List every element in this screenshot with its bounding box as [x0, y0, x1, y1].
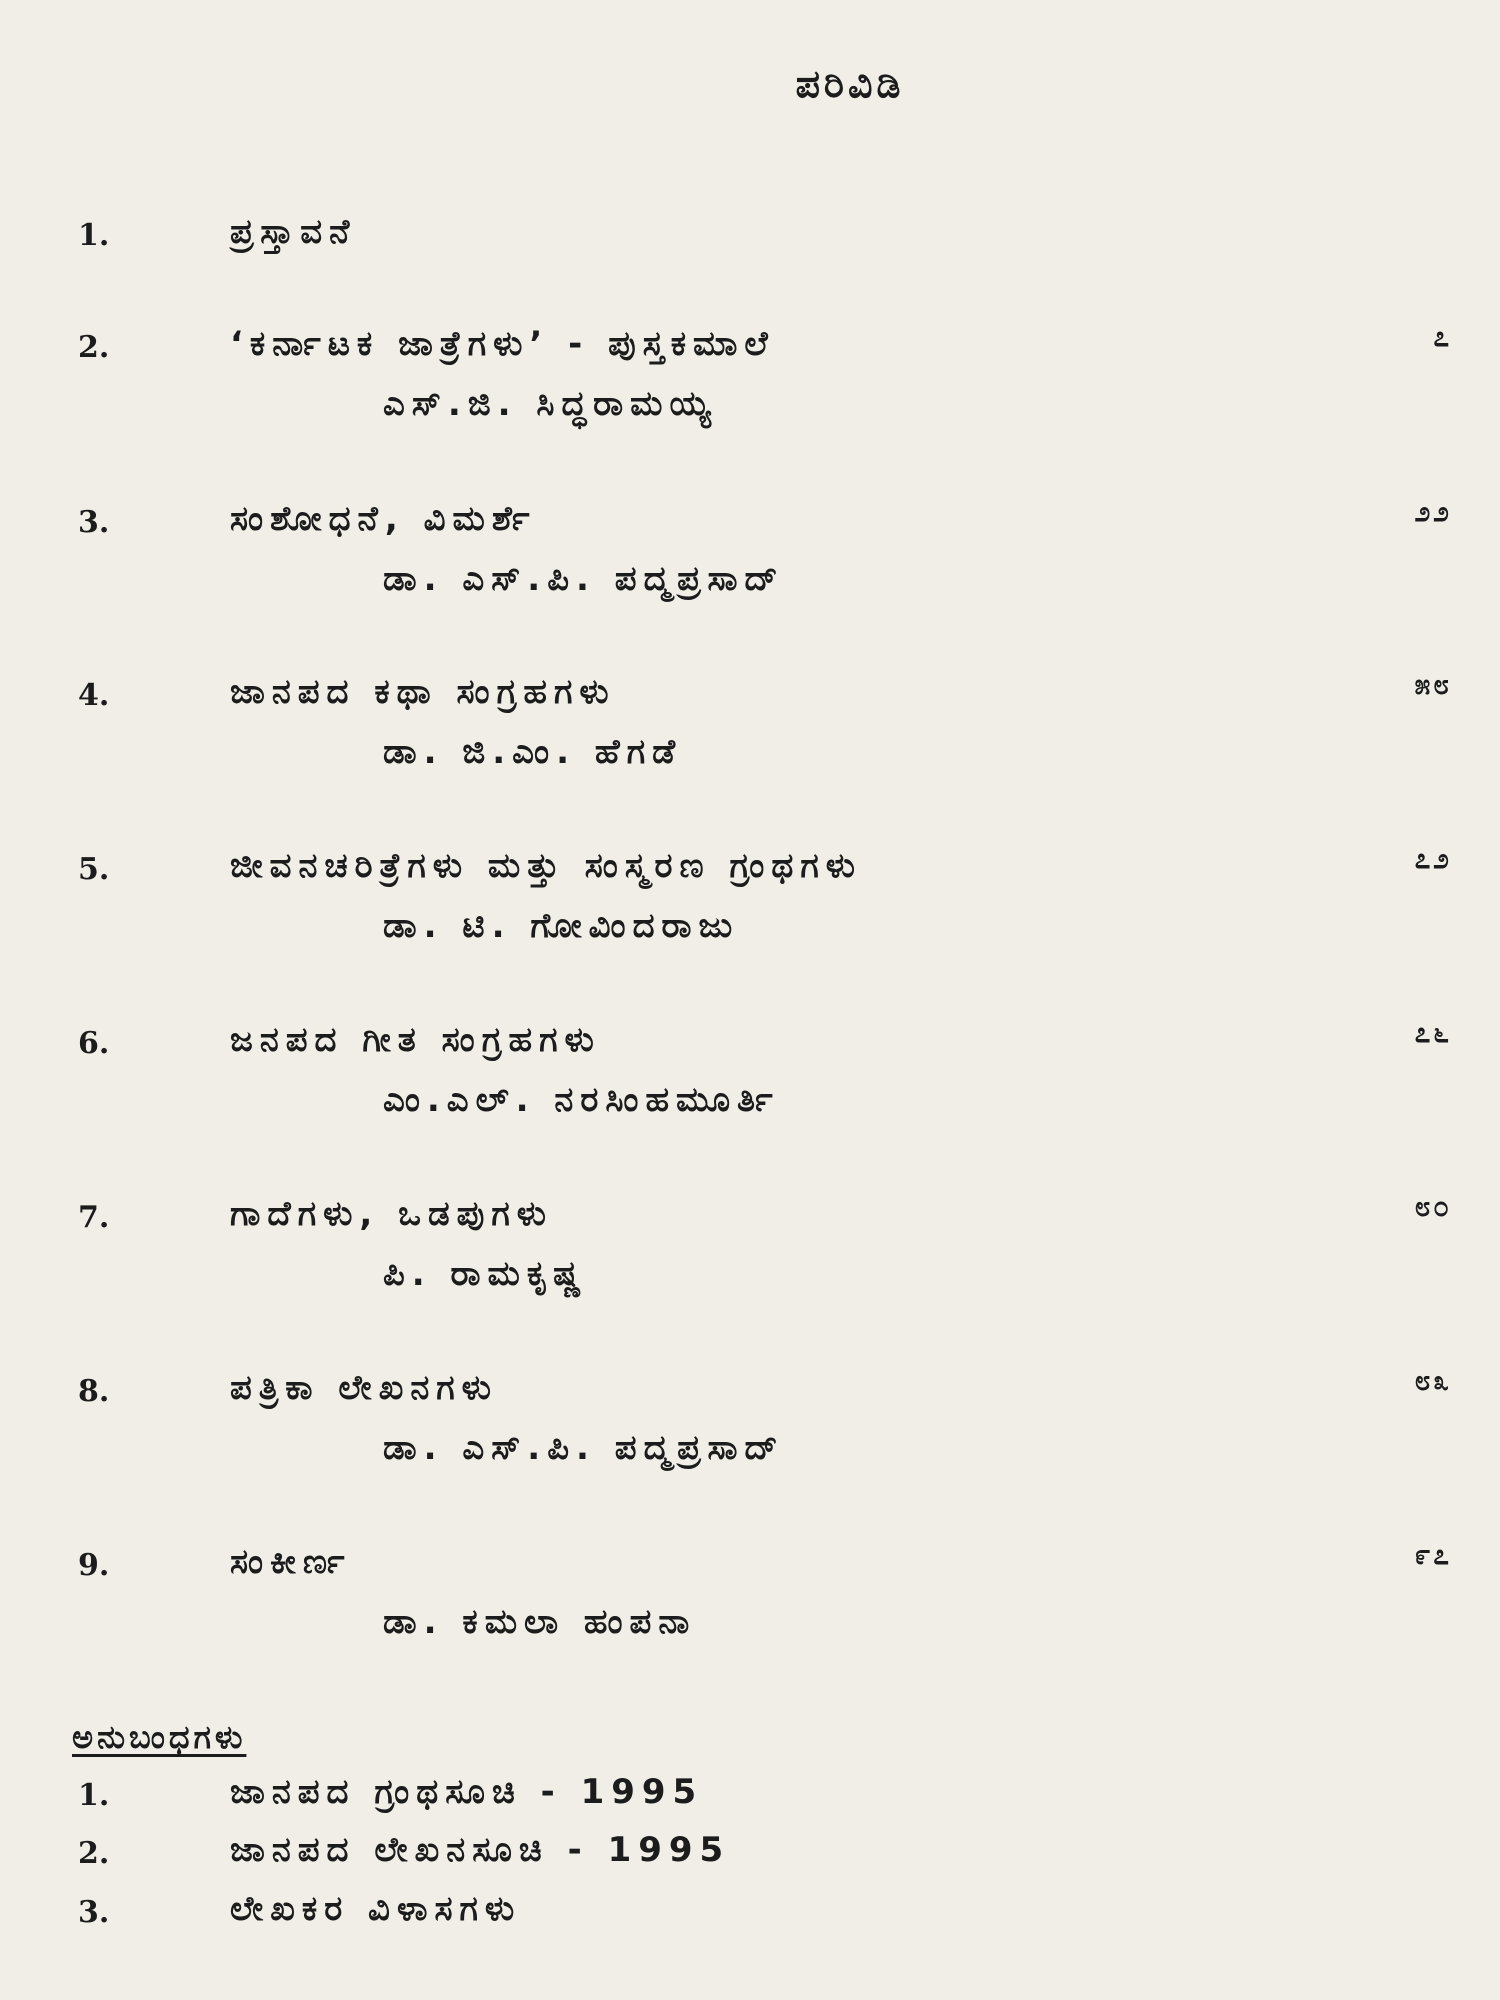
entry-title: ಸಂಶೋಧನೆ, ವಿಮರ್ಶೆ — [230, 499, 537, 539]
entry-number: 6. — [78, 1026, 110, 1061]
entry-title: ಪ್ರಸ್ತಾವನೆ — [230, 212, 357, 252]
entry-author: ಪಿ. ರಾಮಕೃಷ್ಣ — [383, 1254, 589, 1294]
entry-page-number: ೫೮ — [1414, 668, 1452, 701]
toc-entry — [0, 320, 1500, 470]
appendix-heading: ಅನುಬಂಧಗಳು — [72, 1718, 247, 1756]
entry-page-number: ೨೨ — [1414, 495, 1452, 528]
entry-number: 2. — [78, 330, 110, 365]
entry-title: ಜಾನಪದ ಕಥಾ ಸಂಗ್ರಹಗಳು — [230, 672, 616, 712]
entry-author: ಡಾ. ಟಿ. ಗೋವಿಂದರಾಜು — [383, 906, 740, 946]
appendix-item-number: 3. — [78, 1895, 110, 1930]
entry-number: 1. — [78, 218, 110, 253]
entry-title: ಗಾದೆಗಳು, ಒಡಪುಗಳು — [230, 1194, 553, 1234]
entry-author: ಡಾ. ಎಸ್.ಪಿ. ಪದ್ಮಪ್ರಸಾದ್ — [383, 559, 785, 599]
entry-title: ಜನಪದ ಗೀತ ಸಂಗ್ರಹಗಳು — [230, 1020, 601, 1060]
toc-entry — [0, 1016, 1500, 1166]
appendix-item-number: 2. — [78, 1836, 110, 1871]
toc-entry — [0, 1364, 1500, 1514]
entry-page-number: ೭ — [1433, 320, 1452, 353]
toc-entry — [0, 842, 1500, 992]
entry-author: ಎಸ್.ಜಿ. ಸಿದ್ಧರಾಮಯ್ಯ — [383, 384, 718, 424]
entry-title: ಪತ್ರಿಕಾ ಲೇಖನಗಳು — [230, 1368, 498, 1408]
entry-number: 9. — [78, 1548, 110, 1583]
entry-number: 4. — [78, 678, 110, 713]
toc-entry — [0, 495, 1500, 645]
entry-author: ಡಾ. ಜಿ.ಎಂ. ಹೆಗಡೆ — [383, 732, 683, 772]
entry-page-number: ೯೭ — [1414, 1538, 1452, 1571]
appendix-item-title: ಜಾನಪದ ಲೇಖನಸೂಚಿ - 1995 — [230, 1830, 731, 1870]
entry-number: 3. — [78, 505, 110, 540]
appendix-item-title: ಲೇಖಕರ ವಿಳಾಸಗಳು — [230, 1889, 522, 1929]
entry-title: ಸಂಕೀರ್ಣ — [230, 1542, 352, 1582]
appendix-item — [0, 1772, 1500, 1834]
entry-page-number: ೮೩ — [1414, 1364, 1452, 1397]
toc-entry — [0, 1190, 1500, 1340]
entry-page-number: ೮೦ — [1414, 1190, 1452, 1223]
toc-entry — [0, 1538, 1500, 1688]
entry-number: 7. — [78, 1200, 110, 1235]
entry-page-number: ೭೨ — [1414, 842, 1452, 875]
entry-author: ಡಾ. ಎಸ್.ಪಿ. ಪದ್ಮಪ್ರಸಾದ್ — [383, 1428, 785, 1468]
entry-author: ಎಂ.ಎಲ್. ನರಸಿಂಹಮೂರ್ತಿ — [383, 1080, 780, 1120]
entry-title: ‘ಕರ್ನಾಟಕ ಜಾತ್ರೆಗಳು’ - ಪುಸ್ತಕಮಾಲೆ — [230, 324, 775, 364]
page-title: ಪರಿವಿಡಿ — [795, 62, 905, 106]
entry-page-number: ೭೬ — [1414, 1016, 1452, 1049]
toc-entry — [0, 668, 1500, 818]
appendix-item — [0, 1830, 1500, 1892]
entry-title: ಜೀವನಚರಿತ್ರೆಗಳು ಮತ್ತು ಸಂಸ್ಮರಣ ಗ್ರಂಥಗಳು — [230, 846, 862, 886]
entry-number: 5. — [78, 852, 110, 887]
appendix-item-title: ಜಾನಪದ ಗ್ರಂಥಸೂಚಿ - 1995 — [230, 1772, 704, 1812]
appendix-item — [0, 1889, 1500, 1951]
appendix-item-number: 1. — [78, 1778, 110, 1813]
entry-number: 8. — [78, 1374, 110, 1409]
entry-author: ಡಾ. ಕಮಲಾ ಹಂಪನಾ — [383, 1602, 697, 1642]
